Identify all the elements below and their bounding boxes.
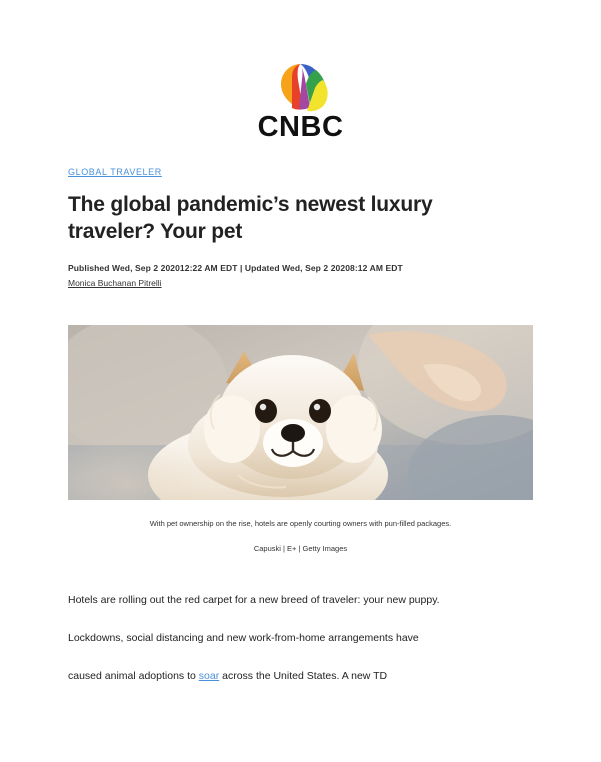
cnbc-logo-header xyxy=(0,0,601,145)
article-body xyxy=(68,593,533,684)
soar-link[interactable]: soar xyxy=(198,670,220,682)
article-container xyxy=(0,145,601,684)
image-credit: Capuski | E+ | Getty Images xyxy=(253,544,348,553)
article-byline-link[interactable]: Monica Buchanan Pitrelli xyxy=(68,278,162,288)
image-caption: With pet ownership on the rise, hotels are openly courting owners with pun-filled packages. xyxy=(149,519,452,528)
svg-text:CNBC: CNBC xyxy=(257,111,344,140)
paragraph-3 xyxy=(68,669,533,684)
article-kicker-link[interactable]: GLOBAL TRAVELER xyxy=(68,167,162,177)
paragraph-1: Hotels are rolling out the red carpet for a new breed of traveler: your new puppy. xyxy=(68,594,440,606)
article-timestamps: Published Wed, Sep 2 202012:22 AM EDT | Updated Wed, Sep 2 20208:12 AM EDT xyxy=(68,263,403,273)
paragraph-2: Lockdowns, social distancing and new work-from-home arrangements have xyxy=(68,632,419,644)
page-title: The global pandemic’s newest luxury traveler? Your pet xyxy=(68,193,433,243)
paragraph-3-post: across the United States. A new TD xyxy=(219,670,388,682)
hero-image xyxy=(68,325,533,500)
paragraph-3-pre: caused animal adoptions to xyxy=(68,670,199,682)
cnbc-logo[interactable] xyxy=(243,58,358,145)
